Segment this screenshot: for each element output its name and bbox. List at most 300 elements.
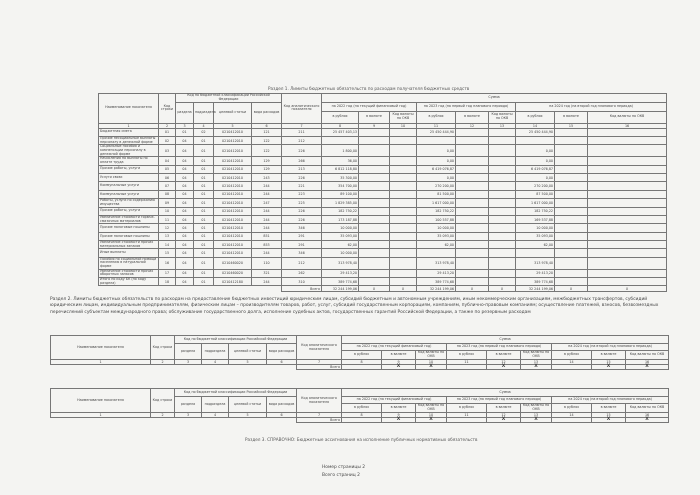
row-sum-2022: 389 774,68 [322, 278, 359, 286]
row-cur-2022 [390, 165, 417, 173]
row-sum-2024: 29 413,20 [516, 269, 555, 277]
table-row [99, 199, 667, 207]
row-code: 13 [159, 232, 176, 240]
row-subsection: 01 [194, 207, 214, 215]
row-sum-2024: 270 200,00 [516, 182, 555, 190]
row-cur-2024 [588, 199, 667, 207]
row-cur-2023 [489, 190, 516, 198]
row-analytic: 226 [282, 207, 322, 215]
row-sum-2024: 1 617 000,00 [516, 199, 555, 207]
row-cur-2022 [390, 199, 417, 207]
row-section: 01 [176, 128, 194, 136]
table-row [99, 249, 667, 257]
total-label: Всего [297, 365, 342, 370]
row-name: Прочие работы, услуги [99, 165, 159, 173]
column-number: 12 [487, 360, 521, 365]
row-sum-2022: 1 800,00 [322, 145, 359, 157]
row-cur-2022 [390, 145, 417, 157]
row-val-2022 [359, 136, 390, 144]
row-val-2023 [456, 215, 489, 223]
section3-title: Раздел 3. СПРАВОЧНО: Бюджетные ассигнования на исполнение публичных нормативных обязательств [245, 437, 478, 442]
header-y2024: на 2024 год (на второй год планового периода) [552, 397, 669, 404]
row-cur-2022 [390, 136, 417, 144]
row-sum-2023 [417, 249, 456, 257]
row-sum-2024: 10 000,00 [516, 224, 555, 232]
header-rub: в рублях [447, 404, 487, 413]
row-val-2023 [456, 145, 489, 157]
column-number: 15 [592, 360, 626, 365]
header-cur-code: Код валюты по ОКВ [626, 351, 669, 360]
table-row [99, 136, 667, 144]
row-sum-2023 [417, 136, 456, 144]
row-sum-2024: 169 537,88 [516, 215, 555, 223]
table-row [99, 207, 667, 215]
column-number: 3 [175, 413, 202, 418]
header-rub: в рублях [447, 351, 487, 360]
total-x: X [521, 418, 552, 423]
row-cur-2022 [390, 224, 417, 232]
column-number: 6 [267, 360, 297, 365]
header-name: Наименование показателя [99, 94, 159, 124]
total-x: X [487, 365, 521, 370]
section1-title: Раздел 1. Лимиты бюджетных обязательств по расходам получателя бюджетных средств [268, 86, 470, 91]
row-analytic: 212 [282, 257, 322, 269]
header-cur-code: Код валюты по ОКВ [521, 404, 552, 413]
row-name: Услуги связи [99, 173, 159, 181]
column-number: 11 [447, 413, 487, 418]
row-section: 04 [176, 257, 194, 269]
row-code: 18 [159, 278, 176, 286]
column-number: 14 [516, 123, 555, 128]
table-row [99, 278, 667, 286]
row-sum-2022: 35 093,00 [322, 232, 359, 240]
row-cur-2022 [390, 190, 417, 198]
row-sum-2023: 0,00 [417, 145, 456, 157]
row-cur-2024 [588, 278, 667, 286]
row-name: Прочие несоциальные выплаты персоналу в денежной форме [99, 136, 159, 144]
row-cur-2022 [390, 215, 417, 223]
header-rub: в рублях [552, 351, 592, 360]
row-val-2024 [555, 145, 588, 157]
row-cur-2023 [489, 165, 516, 173]
row-sum-2022: 182 750,22 [322, 207, 359, 215]
row-cur-2023 [489, 207, 516, 215]
row-analytic: 262 [282, 269, 322, 277]
row-section: 04 [176, 207, 194, 215]
header-rub: в рублях [552, 404, 592, 413]
header-rub: в рублях [516, 111, 555, 123]
column-number: 6 [252, 123, 282, 128]
column-number: 1 [51, 360, 151, 365]
header-rub: в рублях [342, 404, 382, 413]
column-number: 4 [202, 413, 229, 418]
table-row [99, 269, 667, 277]
total-x: X [592, 418, 626, 423]
column-number: 15 [555, 123, 588, 128]
total-2023: 32 244 199,06 [417, 286, 456, 292]
row-name: Прочие налоговые пошлины [99, 224, 159, 232]
row-sum-2024: 0,00 [516, 145, 555, 157]
row-code: 01 [159, 128, 176, 136]
table-row [99, 232, 667, 240]
row-val-2024 [555, 241, 588, 249]
row-val-2024 [555, 173, 588, 181]
total-2024: 32 244 199,06 [516, 286, 555, 292]
row-analytic: 223 [282, 190, 322, 198]
row-subsection: 01 [194, 190, 214, 198]
row-sum-2024: 313 978,40 [516, 257, 555, 269]
row-val-2023 [456, 257, 489, 269]
row-name: Иные выплаты [99, 249, 159, 257]
row-subsection: 01 [194, 241, 214, 249]
column-number: 10 [416, 360, 447, 365]
table-row [99, 257, 667, 269]
row-subsection: 01 [194, 182, 214, 190]
row-section: 04 [176, 269, 194, 277]
row-section: 04 [176, 215, 194, 223]
row-cur-2022 [390, 182, 417, 190]
header-code-line: Код строки [159, 94, 176, 124]
row-sum-2023: 25 450 444,90 [417, 128, 456, 136]
header-section: раздела [175, 397, 202, 413]
row-name: Социальные пособия и компенсации персоналу в денежной форме [99, 145, 159, 157]
row-sum-2022: 6 812 118,80 [322, 165, 359, 173]
row-sum-2022: 36,00 [322, 157, 359, 165]
row-name: Работы, услуги по содержанию имущества [99, 199, 159, 207]
row-cur-2023 [489, 182, 516, 190]
row-target: 0210412010 [214, 182, 252, 190]
row-val-2024 [555, 128, 588, 136]
row-sum-2023: 1 617 000,00 [417, 199, 456, 207]
row-expense-type: 122 [252, 145, 282, 157]
header-val: в валюте [592, 351, 626, 360]
row-subsection: 01 [194, 145, 214, 157]
row-sum-2024: 35 093,00 [516, 232, 555, 240]
row-section: 04 [176, 241, 194, 249]
row-sum-2023: 10 000,00 [417, 224, 456, 232]
header-expense-type: вида расходов [267, 344, 297, 360]
total-x: X [456, 286, 489, 292]
row-sum-2022 [322, 136, 359, 144]
section3-table [50, 388, 669, 423]
header-val: в валюте [487, 351, 521, 360]
row-expense-type: 247 [252, 199, 282, 207]
header-y2022: на 2022 год (на текущий финансовый год) [342, 397, 447, 404]
row-name: Прочие налоговые пошлины [99, 232, 159, 240]
row-sum-2022: 25 457 403,13 [322, 128, 359, 136]
row-analytic: 346 [282, 224, 322, 232]
row-sum-2023: 389 774,68 [417, 278, 456, 286]
row-section: 04 [176, 232, 194, 240]
column-number: 3 [175, 360, 202, 365]
column-number: 8 [342, 413, 382, 418]
total-2022: 32 244 199,06 [322, 286, 359, 292]
row-cur-2023 [489, 136, 516, 144]
row-cur-2023 [489, 215, 516, 223]
row-sum-2024 [516, 249, 555, 257]
column-number: 7 [282, 123, 322, 128]
row-section: 04 [176, 136, 194, 144]
row-cur-2023 [489, 145, 516, 157]
header-expense-type: вида расходов [252, 102, 282, 123]
header-expense-type: вида расходов [267, 397, 297, 413]
row-val-2023 [456, 249, 489, 257]
row-val-2023 [456, 269, 489, 277]
header-name: Наименование показателя [51, 389, 151, 413]
row-code: 11 [159, 215, 176, 223]
column-number: 9 [359, 123, 390, 128]
row-sum-2022: 35 300,00 [322, 173, 359, 181]
row-section: 04 [176, 224, 194, 232]
section1-table [98, 93, 667, 292]
column-number: 10 [390, 123, 417, 128]
table-row [99, 224, 667, 232]
page-number: Номер страницы 2 [322, 465, 366, 470]
row-val-2023 [456, 232, 489, 240]
row-sum-2022: 62,00 [322, 241, 359, 249]
row-val-2022 [359, 157, 390, 165]
row-expense-type: 122 [252, 136, 282, 144]
table-row [99, 165, 667, 173]
row-sum-2024: 182 750,22 [516, 207, 555, 215]
row-expense-type: 853 [252, 241, 282, 249]
table-row [99, 173, 667, 181]
total-label: Всего [297, 418, 342, 423]
column-number: 11 [417, 123, 456, 128]
total-x: X [626, 365, 669, 370]
row-subsection: 01 [194, 165, 214, 173]
row-code: 05 [159, 165, 176, 173]
header-rub: в рублях [417, 111, 456, 123]
row-section: 04 [176, 165, 194, 173]
column-number: 2 [151, 360, 175, 365]
row-section: 04 [176, 173, 194, 181]
row-val-2022 [359, 249, 390, 257]
row-analytic: 226 [282, 215, 322, 223]
row-cur-2023 [489, 257, 516, 269]
row-val-2023 [456, 157, 489, 165]
column-number: 9 [382, 413, 416, 418]
row-expense-type: 244 [252, 224, 282, 232]
row-target: 0210460020 [214, 257, 252, 269]
row-cur-2023 [489, 199, 516, 207]
row-expense-type: 321 [252, 269, 282, 277]
header-y2024: на 2024 год (на второй год планового периода) [516, 102, 667, 111]
row-val-2022 [359, 232, 390, 240]
row-sum-2022: 313 978,40 [322, 257, 359, 269]
row-target: 0210412010 [214, 165, 252, 173]
row-analytic: 213 [282, 165, 322, 173]
total-x: X [626, 418, 669, 423]
header-cur-code: Код валюты по ОКВ [416, 404, 447, 413]
header-cur-code: Код валюты по ОКВ [521, 351, 552, 360]
header-code-line: Код строки [151, 336, 175, 360]
row-expense-type: 121 [252, 128, 282, 136]
total-x: X [592, 365, 626, 370]
header-y2024: на 2024 год (на второй год планового периода) [552, 344, 669, 351]
row-val-2024 [555, 249, 588, 257]
row-target: 0210412010 [214, 224, 252, 232]
row-subsection: 01 [194, 215, 214, 223]
row-section: 04 [176, 182, 194, 190]
header-analytic: Код аналитического показателя [297, 389, 342, 413]
row-sum-2024: 87 500,00 [516, 190, 555, 198]
row-sum-2023: 29 413,20 [417, 269, 456, 277]
total-x: X [555, 286, 588, 292]
row-sum-2023: 62,00 [417, 241, 456, 249]
header-target: целевой статьи [229, 344, 267, 360]
row-val-2024 [555, 190, 588, 198]
row-target: 0210412010 [214, 199, 252, 207]
header-val: в валюте [555, 111, 588, 123]
row-name: Бюджетная смета [99, 128, 159, 136]
row-target: 0210412010 [214, 207, 252, 215]
row-val-2022 [359, 241, 390, 249]
row-cur-2022 [390, 232, 417, 240]
row-val-2023 [456, 241, 489, 249]
row-subsection: 01 [194, 232, 214, 240]
column-number: 5 [214, 123, 252, 128]
column-number: 13 [521, 413, 552, 418]
section2-title: Раздел 2. Лимиты бюджетных обязательств по расходам на предоставление бюджетных инвестиций юридическим лицам, субсидий бюджетным и автономным учреждениям, иным некоммерческим организациям, межбюджетных трансфертов, субсидий юридическим лицам, индивидуальным предпринимателям, физическим лицам – производителям товаров, работ, услуг, субсидий государственным корпорациям, компаниям, публично-правовым компаниям; осуществление платежей, взносов, безвозмездных перечислений субъектам международного права; обслуживание государственного долга, исполнение судебных актов, государственных гарантий Российской Федерации, а также по резервным расходам [50, 297, 659, 315]
header-cur-code: Код валюты по ОКВ [489, 111, 516, 123]
table-row [99, 145, 667, 157]
header-cur-code: Код валюты по ОКВ [626, 404, 669, 413]
row-code: 17 [159, 269, 176, 277]
column-number: 6 [267, 413, 297, 418]
column-number: 16 [626, 413, 669, 418]
pages-total: Всего страниц 2 [322, 473, 360, 478]
row-target: 0210412010 [214, 190, 252, 198]
row-target: 0210412010 [214, 136, 252, 144]
row-target: 0210412010 [214, 128, 252, 136]
header-analytic: Код аналитического показателя [297, 336, 342, 360]
row-cur-2022 [390, 128, 417, 136]
row-cur-2022 [390, 173, 417, 181]
row-code: 08 [159, 190, 176, 198]
row-val-2022 [359, 190, 390, 198]
row-expense-type: 244 [252, 182, 282, 190]
row-cur-2024 [588, 207, 667, 215]
row-cur-2023 [489, 224, 516, 232]
row-cur-2024 [588, 173, 667, 181]
row-cur-2023 [489, 157, 516, 165]
total-x: X [521, 365, 552, 370]
row-sum-2024: 25 450 444,90 [516, 128, 555, 136]
row-sum-2024: 6 419 076,87 [516, 165, 555, 173]
total-x: X [382, 418, 416, 423]
row-subsection: 01 [194, 136, 214, 144]
row-target: 0210412010 [214, 232, 252, 240]
row-expense-type: 129 [252, 165, 282, 173]
row-section: 04 [176, 199, 194, 207]
row-cur-2024 [588, 215, 667, 223]
table-row [99, 182, 667, 190]
column-number: 2 [151, 413, 175, 418]
row-code: 09 [159, 199, 176, 207]
header-val: в валюте [382, 404, 416, 413]
row-name: Коммунальные услуги [99, 190, 159, 198]
column-number: 12 [456, 123, 489, 128]
row-cur-2024 [588, 190, 667, 198]
table-row [99, 215, 667, 223]
row-val-2023 [456, 165, 489, 173]
row-subsection: 01 [194, 257, 214, 269]
row-cur-2024 [588, 128, 667, 136]
row-val-2023 [456, 278, 489, 286]
row-expense-type: 244 [252, 215, 282, 223]
total-x: X [487, 418, 521, 423]
row-cur-2023 [489, 241, 516, 249]
row-val-2023 [456, 182, 489, 190]
row-val-2023 [456, 173, 489, 181]
row-subsection: 01 [194, 173, 214, 181]
row-val-2024 [555, 215, 588, 223]
row-sum-2023: 100 557,88 [417, 215, 456, 223]
header-y2022: на 2022 год (на текущий финансовый год) [342, 344, 447, 351]
row-val-2024 [555, 157, 588, 165]
row-val-2024 [555, 232, 588, 240]
row-val-2022 [359, 165, 390, 173]
row-cur-2024 [588, 165, 667, 173]
row-subsection: 01 [194, 278, 214, 286]
row-val-2024 [555, 278, 588, 286]
row-subsection: 01 [194, 269, 214, 277]
row-sum-2024: 62,00 [516, 241, 555, 249]
header-analytic: Код аналитического показателя [282, 94, 322, 124]
row-name: Коммунальные услуги [99, 182, 159, 190]
row-name: Увеличение стоимости горюче-смазочных материалов [99, 215, 159, 223]
total-x: X [390, 286, 417, 292]
column-number: 9 [382, 360, 416, 365]
row-val-2024 [555, 136, 588, 144]
column-number: 13 [489, 123, 516, 128]
row-val-2022 [359, 257, 390, 269]
row-analytic: 310 [282, 278, 322, 286]
total-x: X [416, 418, 447, 423]
row-expense-type: 244 [252, 207, 282, 215]
header-subsection: подраздела [202, 344, 229, 360]
row-val-2022 [359, 173, 390, 181]
row-target: 0210412010 [214, 157, 252, 165]
row-val-2024 [555, 199, 588, 207]
row-cur-2024 [588, 136, 667, 144]
table-row [99, 241, 667, 249]
column-number: 8 [342, 360, 382, 365]
row-val-2024 [555, 257, 588, 269]
row-expense-type: 243 [252, 173, 282, 181]
row-cur-2024 [588, 257, 667, 269]
row-code: 16 [159, 257, 176, 269]
row-cur-2023 [489, 278, 516, 286]
header-rub: в рублях [322, 111, 359, 123]
row-name: Увеличение стоимости прочих оборотных запасов [99, 269, 159, 277]
row-analytic: 221 [282, 182, 322, 190]
row-val-2023 [456, 128, 489, 136]
row-sum-2023: 270 200,00 [417, 182, 456, 190]
row-subsection: 01 [194, 249, 214, 257]
row-analytic: 212 [282, 136, 322, 144]
row-code: 07 [159, 182, 176, 190]
row-val-2022 [359, 207, 390, 215]
row-analytic: 225 [282, 199, 322, 207]
header-code-line: Код строки [151, 389, 175, 413]
row-val-2023 [456, 207, 489, 215]
header-section: раздела [176, 102, 194, 123]
row-subsection: 01 [194, 199, 214, 207]
row-val-2024 [555, 207, 588, 215]
header-val: в валюте [359, 111, 390, 123]
